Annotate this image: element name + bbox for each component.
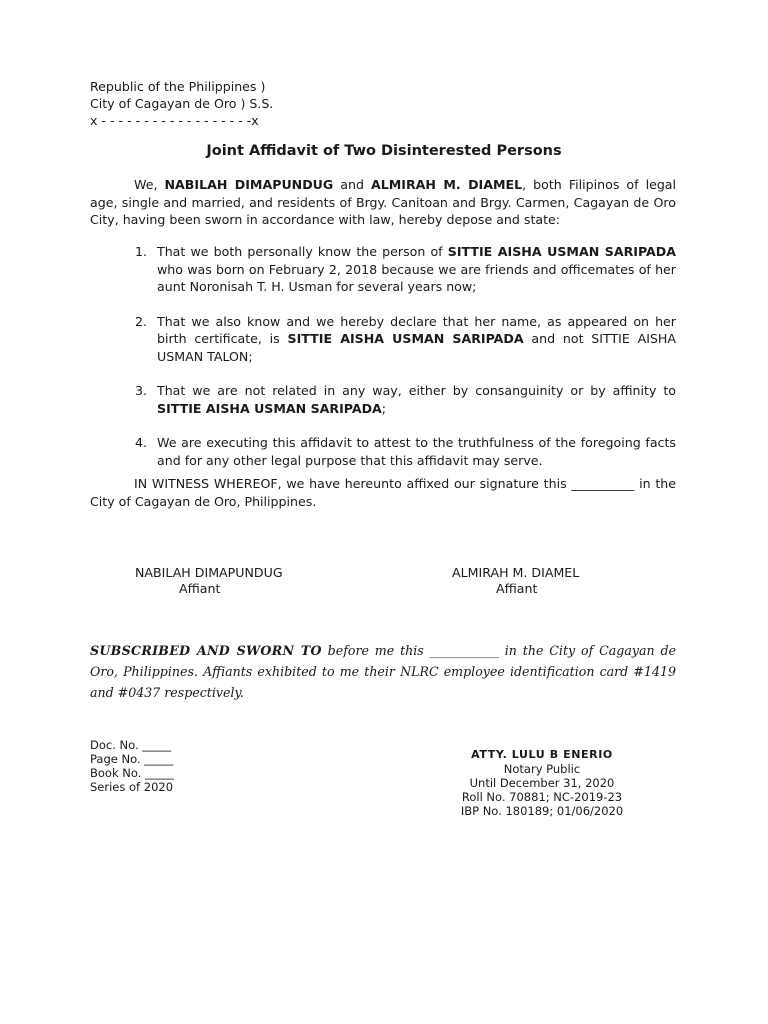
notary-title: Notary Public [503,762,581,776]
statement-item [90,382,676,417]
jurat-lead: SUBSCRIBED AND SWORN TO [90,643,322,658]
signature-block-1 [135,565,283,597]
notary-commission: Until December 31, 2020 [469,776,615,790]
notary-block [440,748,644,818]
witness-paragraph: IN WITNESS WHEREOF, we have hereunto affixed our signature this __________ in the City of Cagayan de Oro, Philippines. [90,476,676,509]
venue-country: Republic of the Philippines ) [90,79,266,94]
notary-ibp: IBP No. 180189; 01/06/2020 [460,804,624,818]
venue-block [90,78,273,129]
page-number: Page No. _____ [90,752,173,766]
child-name: SITTIE AISHA USMAN SARIPADA [287,331,524,346]
statement-item [90,313,676,366]
child-name: SITTIE AISHA USMAN SARIPADA [447,244,676,259]
affiant-signature-name: ALMIRAH M. DIAMEL [452,565,580,580]
venue-city: City of Cagayan de Oro ) S.S. [90,96,274,111]
intro-text: We, [134,177,165,192]
venue-separator: x - - - - - - - - - - - - - - - - - -x [90,113,259,128]
notarial-register-block [90,738,174,794]
intro-paragraph [90,176,676,229]
item-number: 4. [135,435,148,450]
doc-number: Doc. No. _____ [90,738,172,752]
item-number: 3. [135,383,148,398]
item-text: who was born on February 2, 2018 because we are friends and officemates of her aunt Noronisah T. H. Usman for several years now; [157,261,676,294]
statement-item [90,434,676,469]
intro-text: and [333,177,371,192]
item-number: 1. [135,244,148,259]
affiant-role: Affiant [179,581,221,596]
item-number: 2. [135,313,148,329]
statement-list [90,243,676,486]
item-text: That we both personally know the person of [157,244,448,259]
item-text: That we also know and we hereby declare that her name, as appeared on her birth certificate, is [157,313,676,346]
affiant-signature-name: NABILAH DIMAPUNDUG [135,565,283,580]
item-text: ; [381,400,387,416]
book-number: Book No. _____ [90,766,174,780]
item-text: We are executing this affidavit to attest to the truthfulness of the foregoing facts and for any other legal purpose that this affidavit may serve. [157,435,676,468]
item-text: and not SITTIE AISHA USMAN TALON; [157,331,676,364]
signature-block-2 [452,565,579,597]
jurat-paragraph [90,640,676,703]
notary-name: ATTY. LULU B ENERIO [471,748,613,761]
affiant-2-name: ALMIRAH M. DIAMEL [370,177,523,192]
jurat-text: before me this ___________ in the City of Cagayan de Oro, Philippines. Affiants exhibited to me their NLRC employee identification card #1419 and #0437 respectively. [90,643,676,700]
item-text: That we are not related in any way, either by consanguinity or by affinity to [157,383,676,398]
affiant-role: Affiant [496,581,538,596]
child-name: SITTIE AISHA USMAN SARIPADA [157,400,382,416]
statement-item [90,243,676,296]
document-title: Joint Affidavit of Two Disinterested Persons [206,143,562,159]
notary-roll: Roll No. 70881; NC-2019-23 [461,790,623,804]
affiant-1-name: NABILAH DIMAPUNDUG [164,177,334,192]
series-year: Series of 2020 [90,780,174,794]
intro-text: , both Filipinos of legal age, single and married, and residents of Brgy. Canitoan and Brgy. Carmen, Cagayan de Oro City, having been sworn in accordance with law, hereby depose and state: [90,177,677,227]
